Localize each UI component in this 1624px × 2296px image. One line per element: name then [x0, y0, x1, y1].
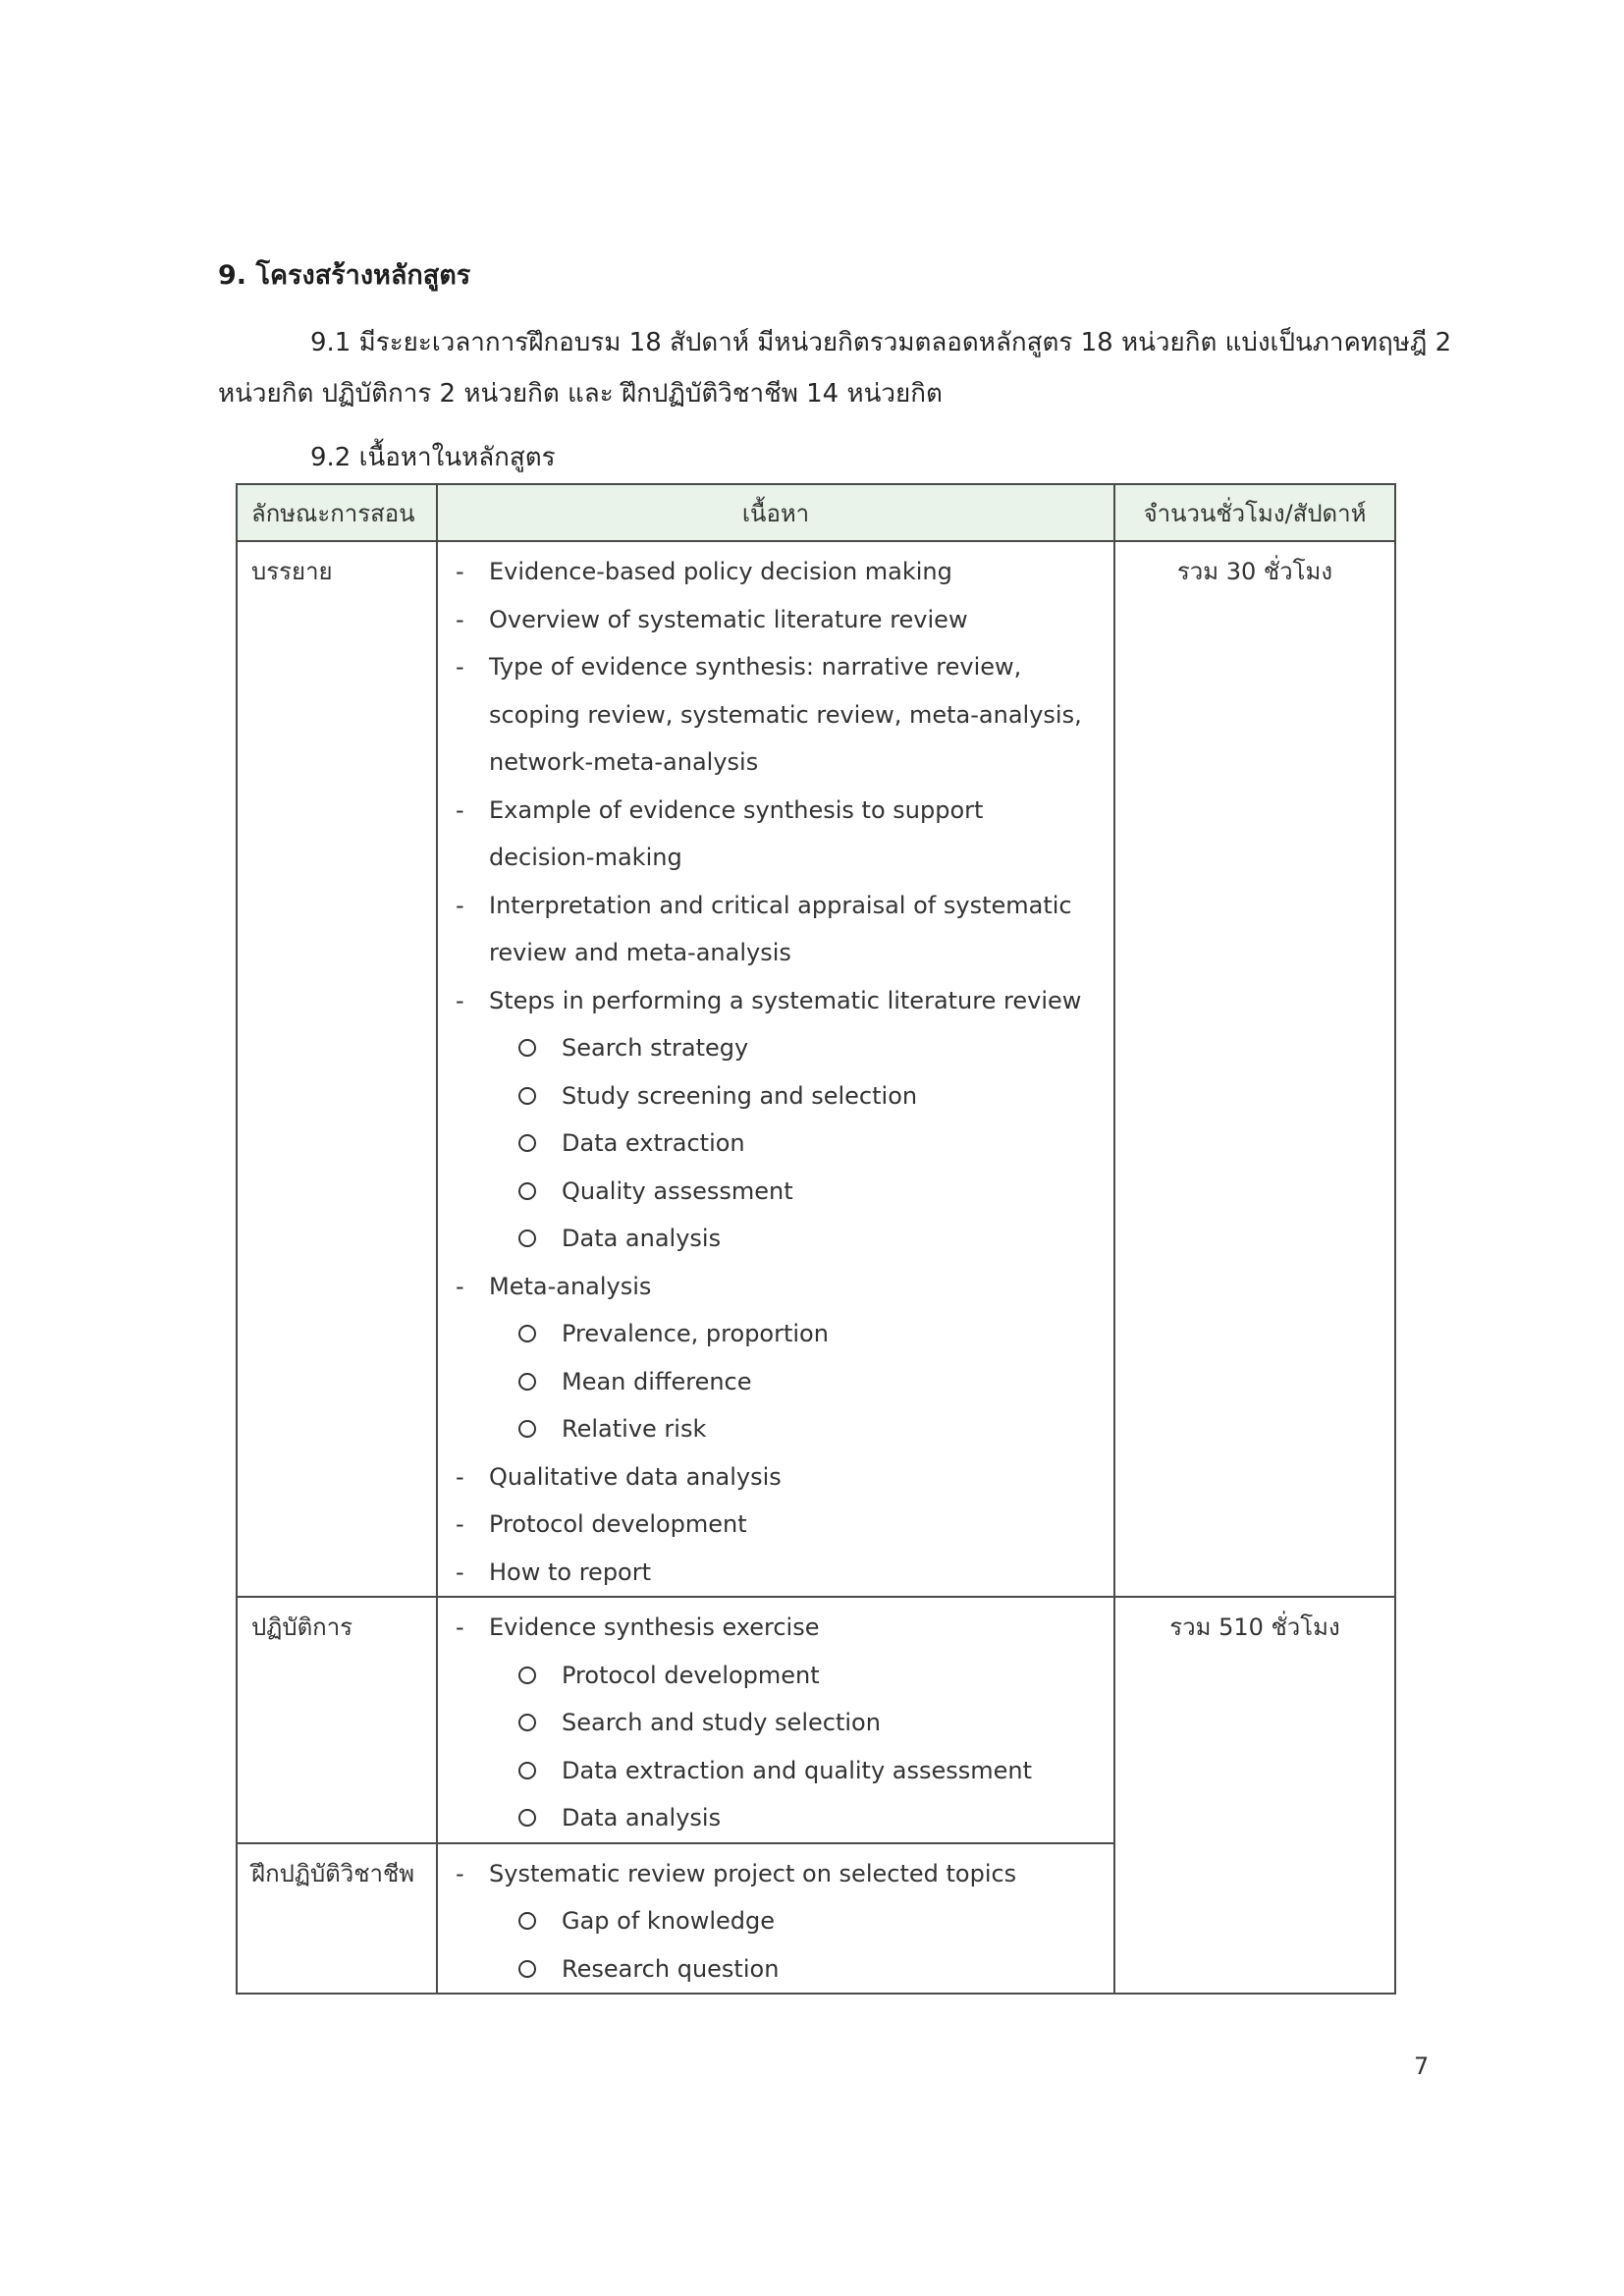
- circle-bullet-icon: [518, 1325, 536, 1342]
- list-item: [438, 977, 1113, 1025]
- sub-list-item: [438, 1897, 1113, 1945]
- circle-bullet-icon: [518, 1373, 536, 1391]
- sub-list-item-text: Protocol development: [562, 1661, 820, 1689]
- sub-list-item-text: Data analysis: [562, 1225, 722, 1252]
- list-item-text: Meta-analysis: [489, 1272, 652, 1300]
- circle-bullet-icon: [518, 1960, 536, 1978]
- content-list: [438, 1604, 1113, 1842]
- list-item-text: Interpretation and critical appraisal of systematic review and meta-analysis: [489, 891, 1072, 966]
- circle-bullet-icon: [518, 1420, 536, 1438]
- teaching-type-lecture: บรรยาย: [237, 541, 437, 1597]
- list-item-text: Evidence-based policy decision making: [489, 558, 952, 585]
- sub-list-item: [438, 1168, 1113, 1216]
- circle-bullet-icon: [518, 1762, 536, 1779]
- sub-list-item: [438, 1405, 1113, 1453]
- circle-bullet-icon: [518, 1230, 536, 1247]
- curriculum-table: [236, 483, 1396, 1995]
- dash-bullet: -: [456, 986, 464, 1014]
- dash-bullet: -: [456, 1558, 464, 1586]
- sub-list: [438, 1897, 1113, 1993]
- dash-bullet: -: [456, 795, 464, 824]
- list-item: [438, 596, 1113, 644]
- list-item-text: Evidence synthesis exercise: [489, 1613, 820, 1641]
- sub-list-item-text: Study screening and selection: [562, 1081, 918, 1110]
- sub-list-item: [438, 1652, 1113, 1700]
- circle-bullet-icon: [518, 1087, 536, 1105]
- list-item-text: Qualitative data analysis: [489, 1462, 782, 1491]
- dash-bullet: -: [456, 1613, 464, 1641]
- sub-list: [438, 1310, 1113, 1453]
- dash-bullet: -: [456, 1859, 464, 1887]
- sub-list-item-text: Search strategy: [562, 1034, 749, 1062]
- list-item: [438, 1549, 1113, 1597]
- circle-bullet-icon: [518, 1039, 536, 1057]
- dash-bullet: -: [456, 1272, 464, 1300]
- content-cell-practicum: [437, 1843, 1114, 1995]
- sub-list-item: [438, 1072, 1113, 1121]
- sub-list-item-text: Data extraction and quality assessment: [562, 1756, 1033, 1784]
- sub-list: [438, 1024, 1113, 1263]
- list-item-text: Steps in performing a systematic literature review: [489, 986, 1082, 1014]
- dash-bullet: -: [456, 558, 464, 585]
- paragraph-line-2: หน่วยกิต ปฏิบัติการ 2 หน่วยกิต และ ฝึกปฏิบัติวิชาชีพ 14 หน่วยกิต: [218, 379, 943, 409]
- sub-list-item-text: Research question: [562, 1954, 780, 1983]
- dash-bullet: -: [456, 1510, 464, 1538]
- header-hours: จำนวนชั่วโมง/สัปดาห์: [1114, 484, 1395, 541]
- list-item-text: Type of evidence synthesis: narrative review, scoping review, systematic review, meta-analysis, network-meta-analysis: [489, 653, 1082, 776]
- dash-bullet: -: [456, 653, 464, 681]
- teaching-type-practicum: ฝึกปฏิบัติวิชาชีพ: [237, 1843, 437, 1995]
- sub-list-item: [438, 1215, 1113, 1263]
- content-cell-lab: [437, 1597, 1114, 1843]
- sub-list-item-text: Prevalence, proportion: [562, 1320, 829, 1347]
- list-item-text: Example of evidence synthesis to support decision-making: [489, 795, 984, 871]
- header-content: เนื้อหา: [437, 484, 1114, 541]
- sub-list-item: [438, 1310, 1113, 1358]
- list-item: [438, 1501, 1113, 1549]
- teaching-type-lab: ปฏิบัติการ: [237, 1597, 437, 1843]
- circle-bullet-icon: [518, 1912, 536, 1930]
- sub-list-item-text: Search and study selection: [562, 1709, 881, 1736]
- content-list: [438, 1850, 1113, 1994]
- dash-bullet: -: [456, 605, 464, 633]
- sub-list-item: [438, 1358, 1113, 1406]
- list-item: [438, 1263, 1113, 1311]
- sub-list-item-text: Data analysis: [562, 1804, 722, 1831]
- list-item: [438, 882, 1113, 977]
- list-item-text: Systematic review project on selected topics: [489, 1859, 1017, 1887]
- circle-bullet-icon: [518, 1134, 536, 1152]
- sub-list-item: [438, 1945, 1113, 1994]
- sub-list-item: [438, 1120, 1113, 1168]
- sub-list-item-text: Quality assessment: [562, 1176, 793, 1205]
- subsection-title: 9.2 เนื้อหาในหลักสูตร: [310, 443, 556, 472]
- sub-list-item: [438, 1024, 1113, 1072]
- content-list: [438, 548, 1113, 1596]
- dash-bullet: -: [456, 891, 464, 919]
- circle-bullet-icon: [518, 1667, 536, 1684]
- circle-bullet-icon: [518, 1714, 536, 1731]
- sub-list-item-text: Relative risk: [562, 1415, 707, 1443]
- list-item-text: How to report: [489, 1558, 652, 1586]
- hours-lab-practicum: รวม 510 ชั่วโมง: [1114, 1597, 1395, 1994]
- section-title: 9. โครงสร้างหลักสูตร: [218, 260, 471, 291]
- sub-list-item-text: Mean difference: [562, 1367, 752, 1395]
- content-cell-lecture: [437, 541, 1114, 1597]
- page-number: 7: [1414, 2052, 1430, 2080]
- circle-bullet-icon: [518, 1182, 536, 1200]
- list-item-text: Protocol development: [489, 1510, 747, 1538]
- sub-list-item: [438, 1699, 1113, 1747]
- table-row-lecture: [237, 541, 1395, 1597]
- list-item: [438, 1850, 1113, 1898]
- hours-lecture: รวม 30 ชั่วโมง: [1114, 541, 1395, 1597]
- list-item: [438, 1453, 1113, 1502]
- sub-list-item-text: Gap of knowledge: [562, 1907, 776, 1935]
- sub-list-item: [438, 1794, 1113, 1842]
- sub-list-item: [438, 1747, 1113, 1795]
- sub-list-item-text: Data extraction: [562, 1129, 745, 1157]
- list-item: [438, 548, 1113, 596]
- list-item: [438, 1604, 1113, 1652]
- paragraph-line-1: 9.1 มีระยะเวลาการฝึกอบรม 18 สัปดาห์ มีหน่วยกิตรวมตลอดหลักสูตร 18 หน่วยกิต แบ่งเป็นภาคทฤษฎี 2: [310, 328, 1452, 357]
- table-header-row: [237, 484, 1395, 541]
- header-teaching-type: ลักษณะการสอน: [237, 484, 437, 541]
- circle-bullet-icon: [518, 1809, 536, 1827]
- table-row-lab: [237, 1597, 1395, 1843]
- list-item: [438, 787, 1113, 882]
- dash-bullet: -: [456, 1462, 464, 1491]
- list-item-text: Overview of systematic literature review: [489, 605, 968, 633]
- sub-list: [438, 1652, 1113, 1842]
- list-item: [438, 643, 1113, 787]
